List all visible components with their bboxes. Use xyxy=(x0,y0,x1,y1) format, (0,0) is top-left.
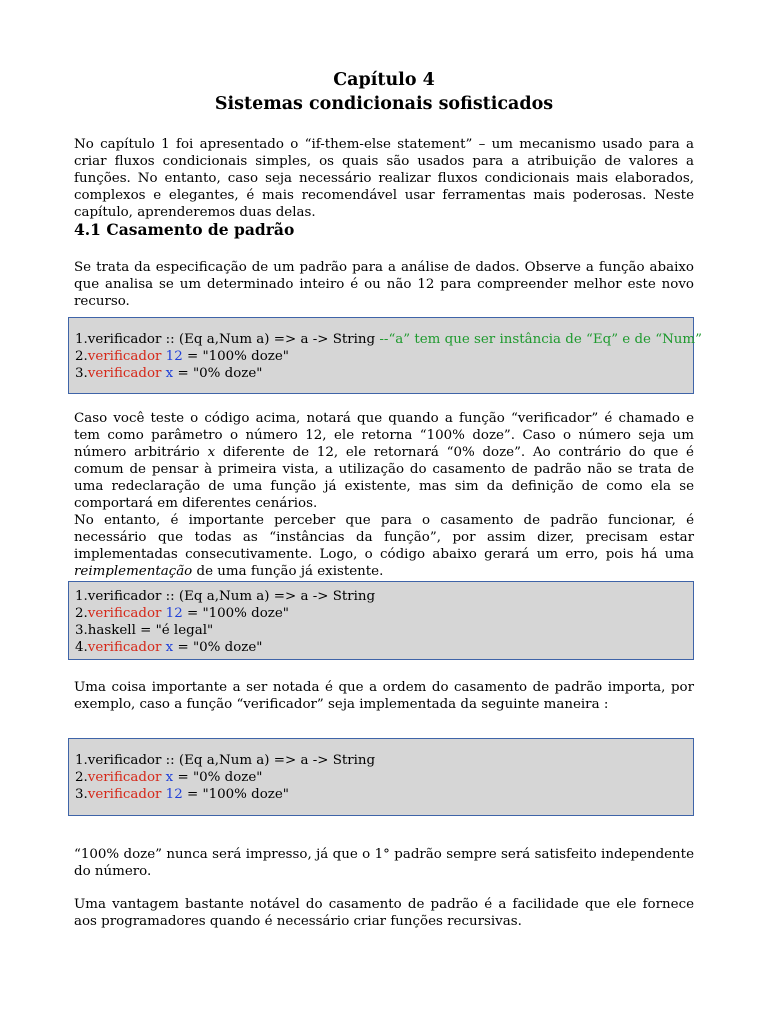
code-line xyxy=(75,365,687,382)
code-line xyxy=(75,331,702,348)
paragraph-4: Uma coisa importante a ser notada é que a ordem do casamento de padrão importa, por exemplo, caso a função “verificador” seja implementada da seguinte maneira : xyxy=(74,680,694,712)
code-argument: 12 xyxy=(165,606,183,621)
code-argument: x xyxy=(165,770,174,785)
code-line xyxy=(75,752,687,769)
code-text: 1.verificador :: (Eq a,Num a) => a -> String xyxy=(75,753,376,768)
code-function-name: verificador xyxy=(87,787,162,802)
line-number: 4. xyxy=(75,640,88,655)
code-line xyxy=(75,348,687,365)
code-text: = "0% doze" xyxy=(173,770,263,785)
code-text: = "0% doze" xyxy=(173,366,263,381)
code-block-3 xyxy=(68,738,694,816)
line-number: 2. xyxy=(75,606,88,621)
code-text: = "100% doze" xyxy=(182,349,289,364)
text-run: No entanto, é importante perceber que para o casamento de padrão funcionar, é necessário que todas as “instâncias da função”, por assim dizer, precisam estar implementadas consecutivamente. Logo, o código abaixo gerará um erro, pois há uma xyxy=(74,513,694,562)
code-line xyxy=(75,639,687,656)
code-line xyxy=(75,786,687,803)
paragraph-1: Se trata da especificação de um padrão para a análise de dados. Observe a função abaixo que analisa se um determinado inteiro é ou não 12 para compreender melhor este novo recurso. xyxy=(74,260,694,309)
code-line xyxy=(75,588,687,605)
code-line xyxy=(75,622,687,639)
text-run: Caso você teste o código acima, notará que quando a função “verificador” é chamado e tem como parâmetro o número 12, ele retorna “100% doze”. Caso o número seja um número arbitrário xyxy=(74,411,694,460)
code-text: = "100% doze" xyxy=(182,606,289,621)
paragraph-6: Uma vantagem bastante notável do casamento de padrão é a facilidade que ele fornece aos programadores quando é necessário criar funções recursivas. xyxy=(74,897,694,929)
code-block-2 xyxy=(68,581,694,660)
code-line xyxy=(75,769,687,786)
emphasis: reimplementação xyxy=(74,564,193,579)
code-line xyxy=(75,605,687,622)
code-function-name: verificador xyxy=(87,640,162,655)
code-function-name: verificador xyxy=(87,366,162,381)
code-text: 1.verificador :: (Eq a,Num a) => a -> String xyxy=(75,589,376,604)
code-block-1 xyxy=(68,317,702,394)
code-function-name: verificador xyxy=(87,606,162,621)
text-run: de uma função já existente. xyxy=(192,564,384,579)
section-heading: 4.1 Casamento de padrão xyxy=(74,220,295,239)
emphasis: x xyxy=(207,445,216,460)
line-number: 2. xyxy=(75,770,88,785)
paragraph-5: “100% doze” nunca será impresso, já que o 1° padrão sempre será satisfeito independente do número. xyxy=(74,847,694,879)
code-text: 3.haskell = "é legal" xyxy=(75,623,214,638)
code-text: 1.verificador :: (Eq a,Num a) => a -> String xyxy=(75,332,380,347)
code-argument: 12 xyxy=(165,787,183,802)
line-number: 2. xyxy=(75,349,88,364)
chapter-subtitle: Sistemas condicionais sofisticados xyxy=(214,94,554,114)
line-number: 3. xyxy=(75,787,88,802)
code-argument: 12 xyxy=(165,349,183,364)
line-number: 3. xyxy=(75,366,88,381)
code-function-name: verificador xyxy=(87,349,162,364)
text-run: diferente de 12, ele retornará “0% doze”. Ao contrário do que é comum de pensar à primeira vista, a utilização do casamento de padrão não se trata de uma redeclaração de uma função já existente, mas sim da definição de como ela se comportará em diferentes cenários. xyxy=(74,445,694,511)
paragraph-2 xyxy=(74,410,694,512)
code-argument: x xyxy=(165,640,174,655)
code-text: = "100% doze" xyxy=(182,787,289,802)
code-function-name: verificador xyxy=(87,770,162,785)
chapter-title: Capítulo 4 xyxy=(333,70,435,90)
intro-paragraph: No capítulo 1 foi apresentado o “if-them-else statement” – um mecanismo usado para a criar fluxos condicionais simples, os quais são usados para a atribuição de valores a funções. No entanto, caso seja necessário realizar fluxos condicionais mais elaborados, complexos e elegantes, é mais recomendável usar ferramentas mais poderosas. Neste capítulo, aprenderemos duas delas. xyxy=(74,137,694,220)
code-text: = "0% doze" xyxy=(173,640,263,655)
code-comment: --“a” tem que ser instância de “Eq” e de “Num” xyxy=(379,332,702,347)
paragraph-3 xyxy=(74,512,694,580)
code-argument: x xyxy=(165,366,174,381)
